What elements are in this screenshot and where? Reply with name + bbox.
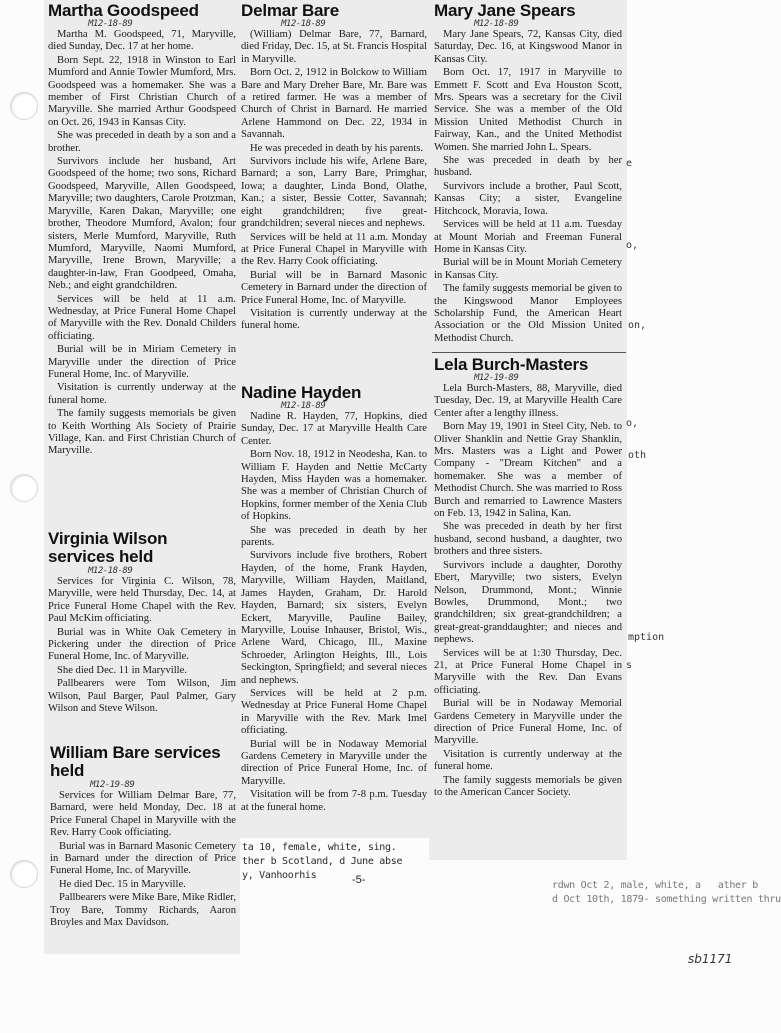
paragraph: Burial will be in Nodaway Memorial Gardens Cemetery in Maryville under the direction of Price Funeral Home, Inc. of Maryville. xyxy=(434,698,622,747)
obituary-headline: Martha Goodspeed xyxy=(48,1,199,20)
paragraph: Born Oct. 17, 1917 in Maryville to Emmett F. Scott and Eva Houston Scott, Mrs. Spears was a secretary for the Civil Service. She was a member of the Old Mission United Methodist Church in Fairway, Kan., and the United Methodist Women. She married John L. Spears. xyxy=(434,67,622,153)
obituary-body xyxy=(434,29,622,345)
obituary-william-bare xyxy=(50,744,236,952)
obituary-body xyxy=(48,576,236,715)
paragraph: She was preceded in death by her first husband, second husband, a daughter, two brothers and three sisters. xyxy=(434,521,622,558)
paragraph: Burial was in Barnard Masonic Cemetery in Barnard under the direction of Price Funeral Home, Inc. of Maryville. xyxy=(50,840,236,877)
paragraph: Visitation is currently underway at the funeral home. xyxy=(241,307,427,332)
paragraph: Born Sept. 22, 1918 in Winston to Earl Mumford and Annie Towler Mumford, Mrs. Goodspeed was a homemaker. She was a member of First Christian Church of Maryville. She married Arthur Goodspeed on Oct. 26, 1943 in Kansas City. xyxy=(48,54,236,128)
paragraph: Pallbearers were Tom Wilson, Jim Wilson, Paul Barger, Paul Palmer, Gary Wilson and Steve Wilson. xyxy=(48,678,236,715)
obituary-body xyxy=(434,383,622,799)
obituary-headline: William Bare services held xyxy=(50,743,221,780)
obituary-body xyxy=(48,29,236,458)
obituary-headline: Mary Jane Spears xyxy=(434,1,576,20)
paragraph: Services will be held at 2 p.m. Wednesday at Price Funeral Home Chapel in Maryville with the Rev. Mark Imel officiating. xyxy=(241,687,427,737)
paragraph: Martha M. Goodspeed, 71, Maryville, died Sunday, Dec. 17 at her home. xyxy=(48,29,236,53)
stray-text: o, xyxy=(626,240,639,251)
paragraph: She was preceded in death by her husband. xyxy=(434,155,622,179)
paragraph: Survivors include a daughter, Dorothy Ebert, Maryville; two sisters, Evelyn Nelson, Drummond, Mont.; Winnie Bowles, Drummond, Mont.; two grandchildren; six great-grandchildren; a great-great-granddaughter; and nieces and nephews. xyxy=(434,559,622,646)
paragraph: Services for Virginia C. Wilson, 78, Maryville, were held Thursday, Dec. 14, at Price Funeral Home Chapel with the Rev. Paul McKim officiating. xyxy=(48,576,236,625)
paragraph: Burial was in White Oak Cemetery in Pickering under the direction of Price Funeral Home, Inc. of Maryville. xyxy=(48,626,236,663)
binder-hole xyxy=(10,474,38,502)
paragraph: Visitation is currently underway at the funeral home. xyxy=(434,748,622,773)
paragraph: Survivors include his wife, Arlene Bare, Barnard; a son, Larry Bare, Primghar, Iowa; a daughter, Linda Bond, Olathe, Kan.; a sister, Bessie Cotter, Savannah; eight grandchildren; five great-grandchildren; several nieces and nephews. xyxy=(241,156,427,230)
obituary-virginia-wilson xyxy=(48,530,236,740)
obituary-delmar-bare xyxy=(241,2,427,374)
obituary-body xyxy=(50,790,236,929)
paragraph: Burial will be in Miriam Cemetery in Maryville under the direction of Price Funeral Home, Inc. of Maryville. xyxy=(48,344,236,380)
paragraph: Services will be at 1:30 Thursday, Dec. 21, at Price Funeral Home Chapel in Maryville with the Rev. Dan Evans officiating. xyxy=(434,647,622,696)
paragraph: Services for William Delmar Bare, 77, Barnard, were held Monday, Dec. 18 at Price Funeral Chapel in Maryville with the Rev. Harry Cook officiating. xyxy=(50,790,236,839)
stray-text: oth xyxy=(628,450,647,461)
paragraph: She died Dec. 11 in Maryville. xyxy=(57,664,187,676)
handwritten-date: M12-18-89 xyxy=(88,566,133,576)
paragraph: Pallbearers were Mike Bare, Mike Ridler, Troy Bare, Tommy Richards, Aaron Broyles and Max Davidson. xyxy=(50,892,236,929)
obituary-headline: Lela Burch-Masters xyxy=(434,355,589,374)
paragraph: Visitation is currently underway at the funeral home. xyxy=(48,382,236,406)
handwritten-date: M12-18-89 xyxy=(88,19,133,29)
stray-text: on, xyxy=(628,320,647,331)
paragraph: Mary Jane Spears, 72, Kansas City, died Saturday, Dec. 16, at Kingswood Manor in Kansas City. xyxy=(434,29,622,65)
archive-code: sb1171 xyxy=(688,952,733,966)
clipping-divider xyxy=(432,352,626,353)
underlying-record-line: rdwn Oct 2, male, white, a ather b xyxy=(552,880,758,891)
paragraph: The family suggests memorials be given to the American Cancer Society. xyxy=(434,774,622,798)
handwritten-date: M12-19-89 xyxy=(474,373,519,383)
obituary-body xyxy=(241,411,427,814)
paragraph: Burial will be in Barnard Masonic Cemetery in Barnard under the direction of Price Funeral Home, Inc. of Maryville. xyxy=(241,269,427,306)
binder-hole xyxy=(10,92,38,120)
obituary-headline: Virginia Wilson services held xyxy=(48,529,168,566)
handwritten-date: M12-18-89 xyxy=(281,19,326,29)
paragraph: Born Nov. 18, 1912 in Neodesha, Kan. to William F. Hayden and Nettie McCarty Hayden, Miss Hayden was a homemaker. She was a member of Christian Church of Hopkins, former member of the Xenia Club of Hopkins. xyxy=(241,449,427,523)
paragraph: The family suggests memorial be given to the Kingswood Manor Employees Scholarship Fund, the American Heart Association or the Old Mission United Methodist Church. xyxy=(434,283,622,344)
paragraph: Visitation will be from 7-8 p.m. Tuesday at the funeral home. xyxy=(241,789,427,813)
obituary-nadine-hayden xyxy=(241,384,427,836)
obituary-mary-jane-spears xyxy=(434,2,622,350)
paragraph: Survivors include her husband, Art Goodspeed of the home; two sons, Richard Goodspeed, Maryville, Allen Goodspeed, Maryville; two daughters, Carole Protzman, Maryville, Karen Dakan, Maryville; one brother, Theodore Mumford, Avalon; four sisters, Merle Mumford, Maryville, Ruth Mumford, Maryville, Naomi Mumford, Maryville, Irene Brown, Maryville; a daughter-in-law, Fran Goodpeed, Omaha, Neb.; and eight grandchildren. xyxy=(48,156,236,292)
stray-text: e xyxy=(626,158,633,169)
paragraph: Services will be held at 11 a.m. Wednesday, at Price Funeral Home Chapel of Maryville with the Rev. Donald Childers officiating. xyxy=(48,293,236,342)
obituary-headline: Nadine Hayden xyxy=(241,383,362,402)
paragraph: Born May 19, 1901 in Steel City, Neb. to Oliver Shanklin and Nettie Gray Shanklin, Mrs. Masters was a Light and Power Company - "Dream Kitchen" and a homemaker. She was a member of Methodist Church. She was married to Ross Burch and remarried to Lawrence Masters on Feb. 13, 1942 in Salina, Kan. xyxy=(434,421,622,520)
binder-hole xyxy=(10,860,38,888)
paragraph: Lela Burch-Masters, 88, Maryville, died Tuesday, Dec. 19, at Maryville Health Care Center after a lengthy illness. xyxy=(434,383,622,419)
stray-text: mption xyxy=(628,632,665,643)
paragraph: Born Oct. 2, 1912 in Bolckow to William Bare and Mary Dreher Bare, Mr. Bare was a retired farmer. He was a member of Church of Christ in Barnard. He married Arlene Hammond on Dec. 22, 1934 in Savannah. xyxy=(241,67,427,141)
paragraph: He died Dec. 15 in Maryville. xyxy=(59,878,186,890)
handwritten-date: M12-18-89 xyxy=(474,19,519,29)
paragraph: Nadine R. Hayden, 77, Hopkins, died Sunday, Dec. 17 at Maryville Health Care Center. xyxy=(241,411,427,447)
paragraph: The family suggests memorials be given to Keith Worthing Als Society of Prairie Village, Kan. and First Christian Church of Maryville. xyxy=(48,408,236,457)
underlying-record-line: ta 10, female, white, sing. xyxy=(242,842,414,853)
paragraph: Services will be held at 11 a.m. Monday at Price Funeral Chapel in Maryville with the Rev. Harry Cook officiating. xyxy=(241,231,427,268)
paragraph: Burial will be in Mount Moriah Cemetery in Kansas City. xyxy=(434,257,622,281)
obituary-headline: Delmar Bare xyxy=(241,1,339,20)
stray-text: s xyxy=(626,660,633,671)
page-number: -5- xyxy=(352,874,366,886)
paragraph: (William) Delmar Bare, 77, Barnard, died Friday, Dec. 15, at St. Francis Hospital in Maryville. xyxy=(241,29,427,65)
underlying-record-line: ther b Scotland, d June abse xyxy=(242,856,403,867)
paragraph: Survivors include five brothers, Robert Hayden, of the home, Frank Hayden, Maryville, William Hayden, Maitland, James Hayden, Graham, Dr. Harold Hayden, Barnard; six sisters, Evelyn Eckert, Maryville, Pauline Bailey, Maryville, Louise Inhauser, Bristol, Wis., Arlene Ward, Chicago, Ill., Maxine Schroeder, Arlington Heights, Ill., Lois Seckington, Springfield; and several nieces and nephews. xyxy=(241,550,427,686)
paragraph: Burial will be in Nodaway Memorial Gardens Cemetery in Maryville under the direction of Price Funeral Home, Inc. of Maryville. xyxy=(241,738,427,787)
underlying-record-line: y, Vanhoorhis xyxy=(242,870,317,881)
handwritten-date: M12-19-89 xyxy=(90,780,135,790)
obituary-lela-burch-masters xyxy=(434,356,622,858)
stray-text: o, xyxy=(626,418,639,429)
obituary-body xyxy=(241,29,427,333)
paragraph: Services will be held at 11 a.m. Tuesday at Mount Moriah and Freeman Funeral Home in Kansas City. xyxy=(434,219,622,255)
paragraph: Survivors include a brother, Paul Scott, Kansas City; a sister, Evangeline Hitchcock, Moravia, Iowa. xyxy=(434,180,622,217)
paragraph: She was preceded in death by her parents. xyxy=(241,524,427,549)
underlying-record-line: d Oct 10th, 1879- something written thru xyxy=(552,894,781,905)
handwritten-date: M12-18-89 xyxy=(281,401,326,411)
paragraph: He was preceded in death by his parents. xyxy=(250,142,423,154)
paragraph: She was preceded in death by a son and a brother. xyxy=(48,130,236,154)
obituary-martha-goodspeed xyxy=(48,2,236,530)
